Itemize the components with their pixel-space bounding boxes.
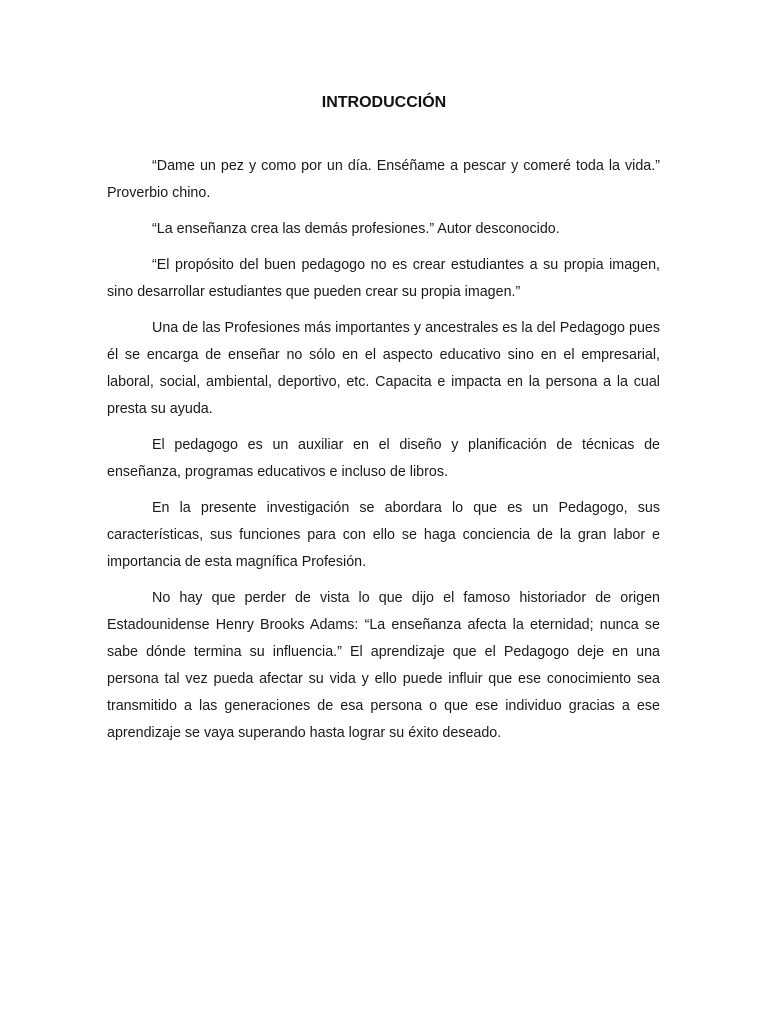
paragraph-quote-proverb: “Dame un pez y como por un día. Enséñame a pescar y comeré toda la vida.” Proverbio chino. — [107, 158, 660, 201]
paragraph-quote-pedagogue: “El propósito del buen pedagogo no es crear estudiantes a su propia imagen, sino desarrollar estudiantes que pueden crear su propia imagen.” — [107, 257, 660, 300]
paragraph-investigation: En la presente investigación se abordara lo que es un Pedagogo, sus características, sus funciones para con ello se haga conciencia de la gran labor e importancia de esta magnífica Profesión. — [107, 500, 660, 570]
paragraph-adams-quote: No hay que perder de vista lo que dijo el famoso historiador de origen Estadounidense Henry Brooks Adams: “La enseñanza afecta la eternidad; nunca se sabe dónde termina su influencia.” El aprendizaje que el Pedagogo deje en una persona tal vez pueda afectar su vida y ello puede influir que ese conocimiento sea transmitido a las generaciones de esa persona o que ese individuo gracias a ese aprendizaje se vaya superando hasta lograr su éxito deseado. — [107, 590, 660, 741]
page-title: INTRODUCCIÓN — [321, 94, 447, 111]
paragraph-quote-unknown-author: “La enseñanza crea las demás profesiones.” Autor desconocido. — [152, 221, 560, 237]
paragraph-auxiliary: El pedagogo es un auxiliar en el diseño y planificación de técnicas de enseñanza, programas educativos e incluso de libros. — [107, 437, 660, 480]
paragraph-profession: Una de las Profesiones más importantes y ancestrales es la del Pedagogo pues él se encarga de enseñar no sólo en el aspecto educativo sino en el empresarial, laboral, social, ambiental, deportivo, etc. Capacita e impacta en la persona a la cual presta su ayuda. — [107, 320, 660, 417]
document-body — [107, 153, 660, 756]
